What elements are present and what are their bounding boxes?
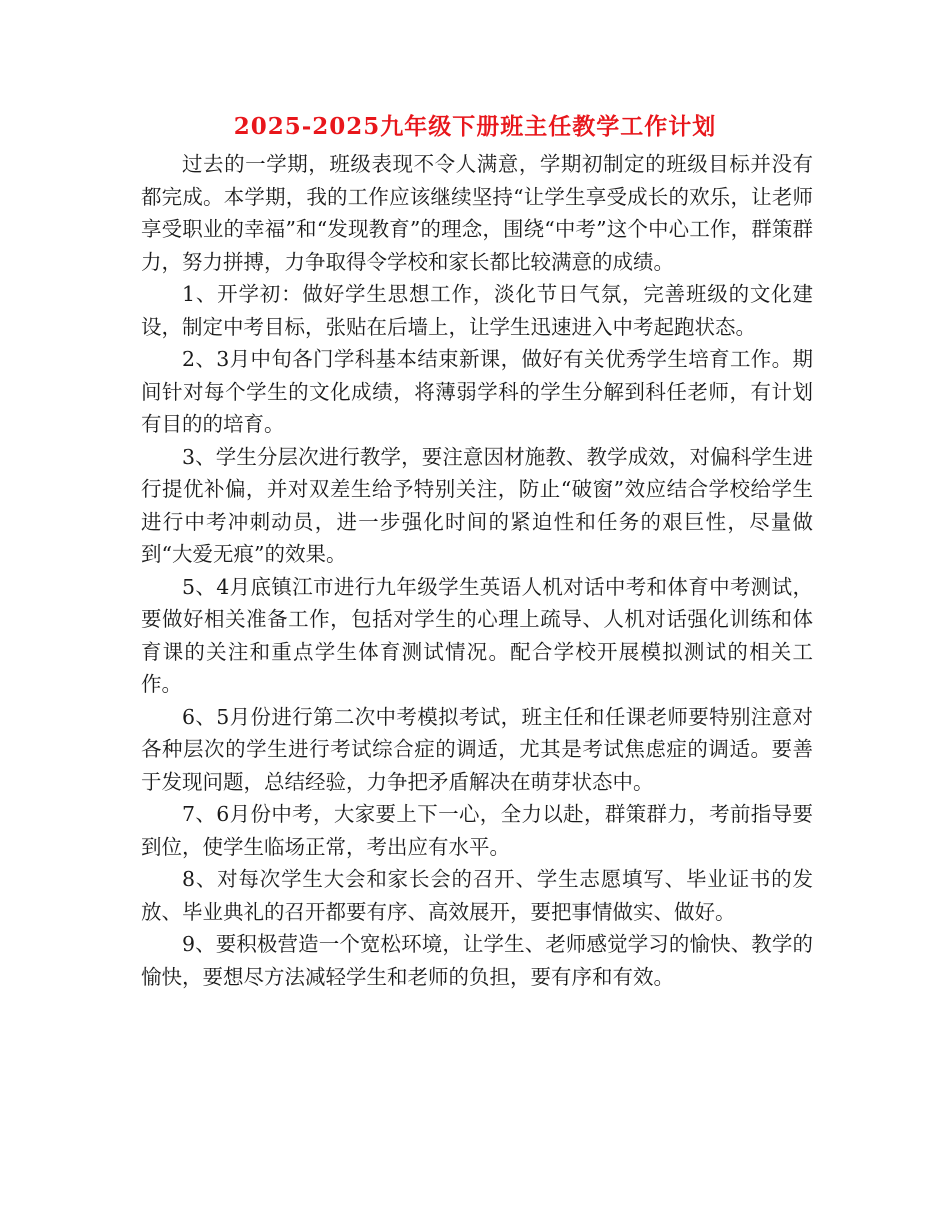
plan-item-1: 1、开学初：做好学生思想工作，淡化节日气氛，完善班级的文化建设，制定中考目标，张贴在后墙上，让学生迅速进入中考起跑状态。 — [141, 282, 813, 339]
intro-paragraph: 过去的一学期，班级表现不令人满意，学期初制定的班级目标并没有都完成。本学期，我的工作应该继续坚持“让学生享受成长的欢乐，让老师享受职业的幸福”和“发现教育”的理念，围绕“中考”这个中心工作，群策群力，努力拼搏，力争取得令学校和家长都比较满意的成绩。 — [141, 152, 813, 274]
document-body — [141, 148, 813, 993]
plan-item-3: 3、学生分层次进行教学，要注意因材施教、教学成效，对偏科学生进行提优补偏，并对双差生给予特别关注，防止“破窗”效应结合学校给学生进行中考冲刺动员，进一步强化时间的紧迫性和任务的艰巨性，尽量做到“大爱无痕”的效果。 — [141, 444, 813, 566]
plan-item-7: 7、6月份中考，大家要上下一心，全力以赴，群策群力，考前指导要到位，使学生临场正常，考出应有水平。 — [141, 802, 813, 859]
plan-item-6: 6、5月份进行第二次中考模拟考试，班主任和任课老师要特别注意对各种层次的学生进行考试综合症的调适，尤其是考试焦虑症的调适。要善于发现问题，总结经验，力争把矛盾解决在萌芽状态中。 — [141, 704, 813, 794]
plan-item-2: 2、3月中旬各门学科基本结束新课，做好有关优秀学生培育工作。期间针对每个学生的文化成绩，将薄弱学科的学生分解到科任老师，有计划有目的的培育。 — [141, 347, 813, 436]
plan-item-9: 9、要积极营造一个宽松环境，让学生、老师感觉学习的愉快、教学的愉快，要想尽方法减轻学生和老师的负担，要有序和有效。 — [141, 932, 813, 989]
plan-item-8: 8、对每次学生大会和家长会的召开、学生志愿填写、毕业证书的发放、毕业典礼的召开都要有序、高效展开，要把事情做实、做好。 — [141, 867, 813, 924]
plan-item-5: 5、4月底镇江市进行九年级学生英语人机对话中考和体育中考测试，要做好相关准备工作，包括对学生的心理上疏导、人机对话强化训练和体育课的关注和重点学生体育测试情况。配合学校开展模拟测试的相关工作。 — [141, 574, 813, 696]
document-title: 2025-2025九年级下册班主任教学工作计划 — [233, 113, 717, 140]
